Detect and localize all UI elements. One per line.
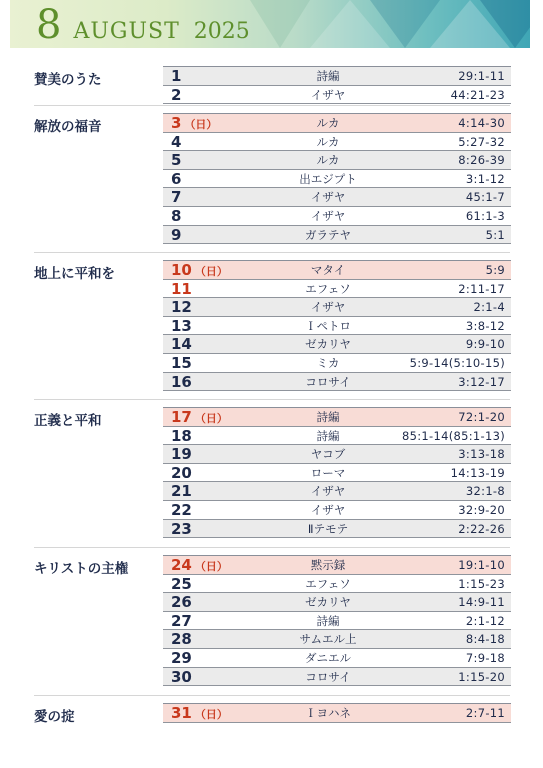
table-row <box>163 668 511 687</box>
book-name: ルカ <box>316 116 340 130</box>
day-number: 16 <box>171 372 192 391</box>
day-number: 24 （日） <box>171 556 228 574</box>
table-row <box>163 482 511 501</box>
book-name: イザヤ <box>310 190 346 205</box>
table-row <box>163 556 511 575</box>
reading-table <box>163 260 511 391</box>
book-name: 詩編 <box>316 428 340 443</box>
book-name: Ｉペトロ <box>305 318 351 333</box>
scripture-reference: 72:1-20 <box>458 410 505 424</box>
book-name: マタイ <box>310 263 346 277</box>
book-name: イザヤ <box>310 484 346 499</box>
header-banner <box>10 0 530 48</box>
book-name: ローマ <box>310 465 346 480</box>
table-row <box>163 133 511 152</box>
book-name: ヤコブ <box>310 447 346 462</box>
scripture-reference: 1:15-20 <box>458 669 505 684</box>
table-row <box>163 649 511 668</box>
day-number: 3 （日） <box>171 114 218 132</box>
scripture-reference: 8:26-39 <box>458 153 505 168</box>
scripture-reference: 2:1-4 <box>473 300 505 315</box>
scripture-reference: 2:22-26 <box>458 521 505 536</box>
scripture-reference: 3:13-18 <box>458 447 505 462</box>
section-title: 賛美のうた <box>34 72 102 88</box>
book-name: サムエル上 <box>299 632 357 647</box>
scripture-reference: 3:1-12 <box>465 171 505 186</box>
year: 2025 <box>193 19 250 44</box>
book-name: ゼカリヤ <box>305 337 351 352</box>
table-row <box>163 612 511 631</box>
day-number: 20 <box>171 463 192 482</box>
book-name: イザヤ <box>310 87 346 102</box>
day-number: 6 <box>171 169 182 188</box>
book-name: コロサイ <box>305 669 351 684</box>
banner-decoration <box>250 0 310 48</box>
scripture-reference: 61:1-3 <box>465 208 505 223</box>
table-row <box>163 373 511 392</box>
page-title <box>36 2 250 48</box>
reading-table <box>163 113 511 244</box>
month-name: AUGUST <box>73 19 180 44</box>
scripture-reference: 19:1-10 <box>458 558 505 572</box>
table-row <box>163 630 511 649</box>
reading-table <box>163 703 511 723</box>
scripture-reference: 2:1-12 <box>465 613 505 628</box>
table-row <box>163 86 511 105</box>
table-row <box>163 207 511 226</box>
weekday-label: （日） <box>194 560 228 573</box>
day-number: 12 <box>171 298 192 317</box>
scripture-reference: 2:11-17 <box>458 281 505 296</box>
section-divider <box>34 695 510 696</box>
table-row <box>163 464 511 483</box>
table-row <box>163 114 511 133</box>
table-row <box>163 226 511 245</box>
scripture-reference: 7:9-18 <box>465 650 505 665</box>
scripture-reference: 5:9-14(5:10-15) <box>409 355 505 370</box>
book-name: コロサイ <box>305 374 351 389</box>
book-name: ルカ <box>316 153 340 168</box>
day-number: 1 <box>171 67 182 85</box>
month-number: 8 <box>36 2 62 48</box>
table-row <box>163 261 511 280</box>
weekday-label: （日） <box>184 118 218 131</box>
scripture-reference: 5:9 <box>485 263 505 277</box>
book-name: 出エジプト <box>299 171 357 186</box>
table-row <box>163 520 511 539</box>
banner-decoration <box>480 0 530 48</box>
weekday-label: （日） <box>194 708 228 721</box>
scripture-reference: 32:1-8 <box>465 484 505 499</box>
weekday-label: （日） <box>194 412 228 425</box>
day-number: 26 <box>171 593 192 612</box>
book-name: イザヤ <box>310 502 346 517</box>
section-title: 愛の掟 <box>34 709 75 725</box>
book-name: ゼカリヤ <box>305 595 351 610</box>
day-number: 13 <box>171 316 192 335</box>
book-name: ダニエル <box>305 650 351 665</box>
section-title: 解放の福音 <box>34 119 102 135</box>
day-number: 4 <box>171 132 182 151</box>
reading-table <box>163 555 511 686</box>
day-number: 31 （日） <box>171 704 228 722</box>
table-row <box>163 408 511 427</box>
scripture-reference: 29:1-11 <box>458 69 505 83</box>
table-row <box>163 427 511 446</box>
book-name: ガラテヤ <box>305 227 351 242</box>
table-row <box>163 151 511 170</box>
scripture-reference: 45:1-7 <box>465 190 505 205</box>
day-number: 10 （日） <box>171 261 228 279</box>
scripture-reference: 8:4-18 <box>465 632 505 647</box>
book-name: Ｉヨハネ <box>305 706 351 720</box>
book-name: イザヤ <box>310 208 346 223</box>
book-name: 詩編 <box>316 613 340 628</box>
scripture-reference: 3:12-17 <box>458 374 505 389</box>
book-name: 詩編 <box>316 69 340 83</box>
day-number: 9 <box>171 225 182 244</box>
day-number: 23 <box>171 519 192 538</box>
scripture-reference: 44:21-23 <box>450 87 505 102</box>
table-row <box>163 298 511 317</box>
day-number: 8 <box>171 206 182 225</box>
day-number: 25 <box>171 574 192 593</box>
section-title: 正義と平和 <box>34 413 102 429</box>
day-number: 7 <box>171 188 182 207</box>
table-row <box>163 335 511 354</box>
weekday-label: （日） <box>194 265 228 278</box>
table-row <box>163 188 511 207</box>
scripture-reference: 2:7-11 <box>465 706 505 720</box>
table-row <box>163 67 511 86</box>
table-row <box>163 593 511 612</box>
day-number: 21 <box>171 482 192 501</box>
scripture-reference: 5:27-32 <box>458 134 505 149</box>
scripture-reference: 14:9-11 <box>458 595 505 610</box>
table-row <box>163 280 511 299</box>
table-row <box>163 317 511 336</box>
scripture-reference: 4:14-30 <box>458 116 505 130</box>
day-number: 18 <box>171 426 192 445</box>
scripture-reference: 5:1 <box>485 227 505 242</box>
day-number: 17 （日） <box>171 408 228 426</box>
day-number: 2 <box>171 85 182 104</box>
scripture-reference: 3:8-12 <box>465 318 505 333</box>
day-number: 5 <box>171 151 182 170</box>
table-row <box>163 445 511 464</box>
table-row <box>163 501 511 520</box>
section-divider <box>34 399 510 400</box>
book-name: ルカ <box>316 134 340 149</box>
table-row <box>163 354 511 373</box>
scripture-reference: 1:15-23 <box>458 576 505 591</box>
book-name: イザヤ <box>310 300 346 315</box>
reading-table <box>163 407 511 538</box>
book-name: Ⅱテモテ <box>307 521 349 536</box>
day-number: 29 <box>171 648 192 667</box>
scripture-reference: 85:1-14(85:1-13) <box>402 428 505 443</box>
day-number: 19 <box>171 445 192 464</box>
day-number: 30 <box>171 667 192 686</box>
book-name: 黙示録 <box>310 558 346 572</box>
section-divider <box>34 252 510 253</box>
day-number: 28 <box>171 630 192 649</box>
day-number: 14 <box>171 335 192 354</box>
book-name: エフェソ <box>305 576 351 591</box>
table-row <box>163 575 511 594</box>
table-row <box>163 704 511 723</box>
table-row <box>163 170 511 189</box>
book-name: ミカ <box>316 355 340 370</box>
day-number: 11 <box>171 279 192 298</box>
scripture-reference: 32:9-20 <box>458 502 505 517</box>
scripture-reference: 9:9-10 <box>465 337 505 352</box>
day-number: 27 <box>171 611 192 630</box>
section-divider <box>34 105 510 106</box>
section-divider <box>34 547 510 548</box>
book-name: 詩編 <box>316 410 340 424</box>
scripture-reference: 14:13-19 <box>450 465 505 480</box>
section-title: 地上に平和を <box>34 266 115 282</box>
reading-table <box>163 66 511 104</box>
day-number: 15 <box>171 353 192 372</box>
day-number: 22 <box>171 500 192 519</box>
book-name: エフェソ <box>305 281 351 296</box>
section-title: キリストの主権 <box>34 561 129 577</box>
